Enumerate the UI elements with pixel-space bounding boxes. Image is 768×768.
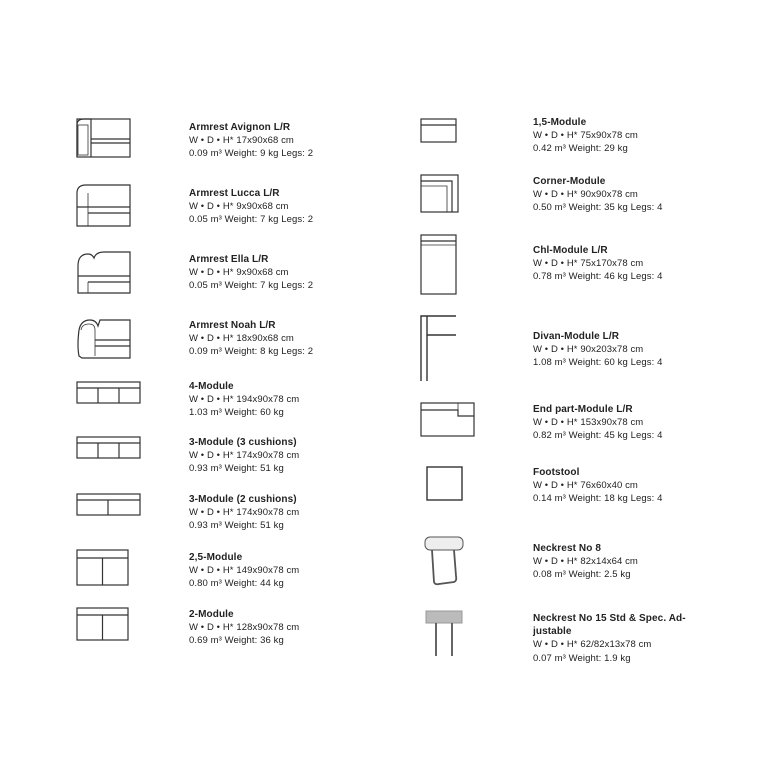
item-dimensions: W • D • H* 75x90x78 cm — [533, 130, 638, 142]
item-meta: 0.09 m³ Weight: 9 kg Legs: 2 — [189, 148, 314, 160]
item-dimensions: W • D • H* 9x90x68 cm — [189, 201, 289, 213]
item-title: 2,5-Module — [189, 552, 243, 563]
item-meta: 0.78 m³ Weight: 46 kg Legs: 4 — [533, 271, 663, 283]
item-title: 3-Module (2 cushions) — [189, 494, 297, 505]
item-title: Neckrest No 15 Std & Spec. Ad-justable — [533, 613, 686, 638]
neckrest-no15-icon — [424, 610, 466, 658]
three-module-three-cushions-icon — [76, 436, 142, 460]
footstool-icon — [426, 466, 464, 502]
item-dimensions: W • D • H* 128x90x78 cm — [189, 622, 300, 634]
item-title: 2-Module — [189, 609, 234, 620]
item-title: Corner-Module — [533, 176, 606, 187]
item-dimensions: W • D • H* 194x90x78 cm — [189, 394, 300, 406]
item-title: Armrest Noah L/R — [189, 320, 276, 331]
item-title: 4-Module — [189, 381, 234, 392]
item-dimensions: W • D • H* 17x90x68 cm — [189, 135, 294, 147]
item-dimensions: W • D • H* 90x203x78 cm — [533, 344, 644, 356]
item-dimensions: W • D • H* 153x90x78 cm — [533, 417, 644, 429]
three-module-two-cushions-icon — [76, 493, 142, 517]
item-meta: 0.69 m³ Weight: 36 kg — [189, 635, 284, 647]
item-title: Armrest Ella L/R — [189, 254, 269, 265]
armrest-noah-icon — [76, 316, 132, 360]
item-dimensions: W • D • H* 75x170x78 cm — [533, 258, 644, 270]
item-meta: 0.93 m³ Weight: 51 kg — [189, 520, 284, 532]
one-and-half-module-icon — [420, 118, 458, 144]
item-dimensions: W • D • H* 149x90x78 cm — [189, 565, 300, 577]
item-title: Divan-Module L/R — [533, 331, 620, 342]
divan-module-icon — [420, 315, 458, 383]
item-meta: 0.50 m³ Weight: 35 kg Legs: 4 — [533, 202, 663, 214]
item-meta: 0.82 m³ Weight: 45 kg Legs: 4 — [533, 430, 663, 442]
item-title: Armrest Lucca L/R — [189, 188, 280, 199]
item-dimensions: W • D • H* 62/82x13x78 cm — [533, 639, 652, 651]
item-meta: 1.08 m³ Weight: 60 kg Legs: 4 — [533, 357, 663, 369]
end-part-module-icon — [420, 402, 476, 438]
item-dimensions: W • D • H* 18x90x68 cm — [189, 333, 294, 345]
item-meta: 0.93 m³ Weight: 51 kg — [189, 463, 284, 475]
item-meta: 0.80 m³ Weight: 44 kg — [189, 578, 284, 590]
corner-module-icon — [420, 174, 460, 214]
four-module-icon — [76, 381, 142, 405]
item-meta: 0.05 m³ Weight: 7 kg Legs: 2 — [189, 214, 314, 226]
item-meta: 0.08 m³ Weight: 2.5 kg — [533, 569, 631, 581]
item-title: Chl-Module L/R — [533, 245, 608, 256]
armrest-avignon-icon — [76, 117, 132, 159]
item-title: Footstool — [533, 467, 580, 478]
item-meta: 0.05 m³ Weight: 7 kg Legs: 2 — [189, 280, 314, 292]
item-dimensions: W • D • H* 76x60x40 cm — [533, 480, 638, 492]
item-meta: 1.03 m³ Weight: 60 kg — [189, 407, 284, 419]
armrest-lucca-icon — [76, 183, 132, 228]
item-dimensions: W • D • H* 82x14x64 cm — [533, 556, 638, 568]
item-meta: 0.42 m³ Weight: 29 kg — [533, 143, 628, 155]
item-meta: 0.14 m³ Weight: 18 kg Legs: 4 — [533, 493, 663, 505]
item-title: 1,5-Module — [533, 117, 587, 128]
item-title: End part-Module L/R — [533, 404, 633, 415]
two-module-icon — [76, 607, 130, 643]
neckrest-no8-icon — [424, 536, 466, 586]
item-title: Armrest Avignon L/R — [189, 122, 291, 133]
item-dimensions: W • D • H* 9x90x68 cm — [189, 267, 289, 279]
item-dimensions: W • D • H* 174x90x78 cm — [189, 450, 300, 462]
item-dimensions: W • D • H* 174x90x78 cm — [189, 507, 300, 519]
item-title: Neckrest No 8 — [533, 543, 601, 554]
item-dimensions: W • D • H* 90x90x78 cm — [533, 189, 638, 201]
two-and-half-module-icon — [76, 549, 130, 587]
item-title: 3-Module (3 cushions) — [189, 437, 297, 448]
item-meta: 0.09 m³ Weight: 8 kg Legs: 2 — [189, 346, 314, 358]
armrest-ella-icon — [76, 250, 132, 295]
item-meta: 0.07 m³ Weight: 1.9 kg — [533, 652, 631, 664]
chl-module-icon — [420, 234, 458, 296]
